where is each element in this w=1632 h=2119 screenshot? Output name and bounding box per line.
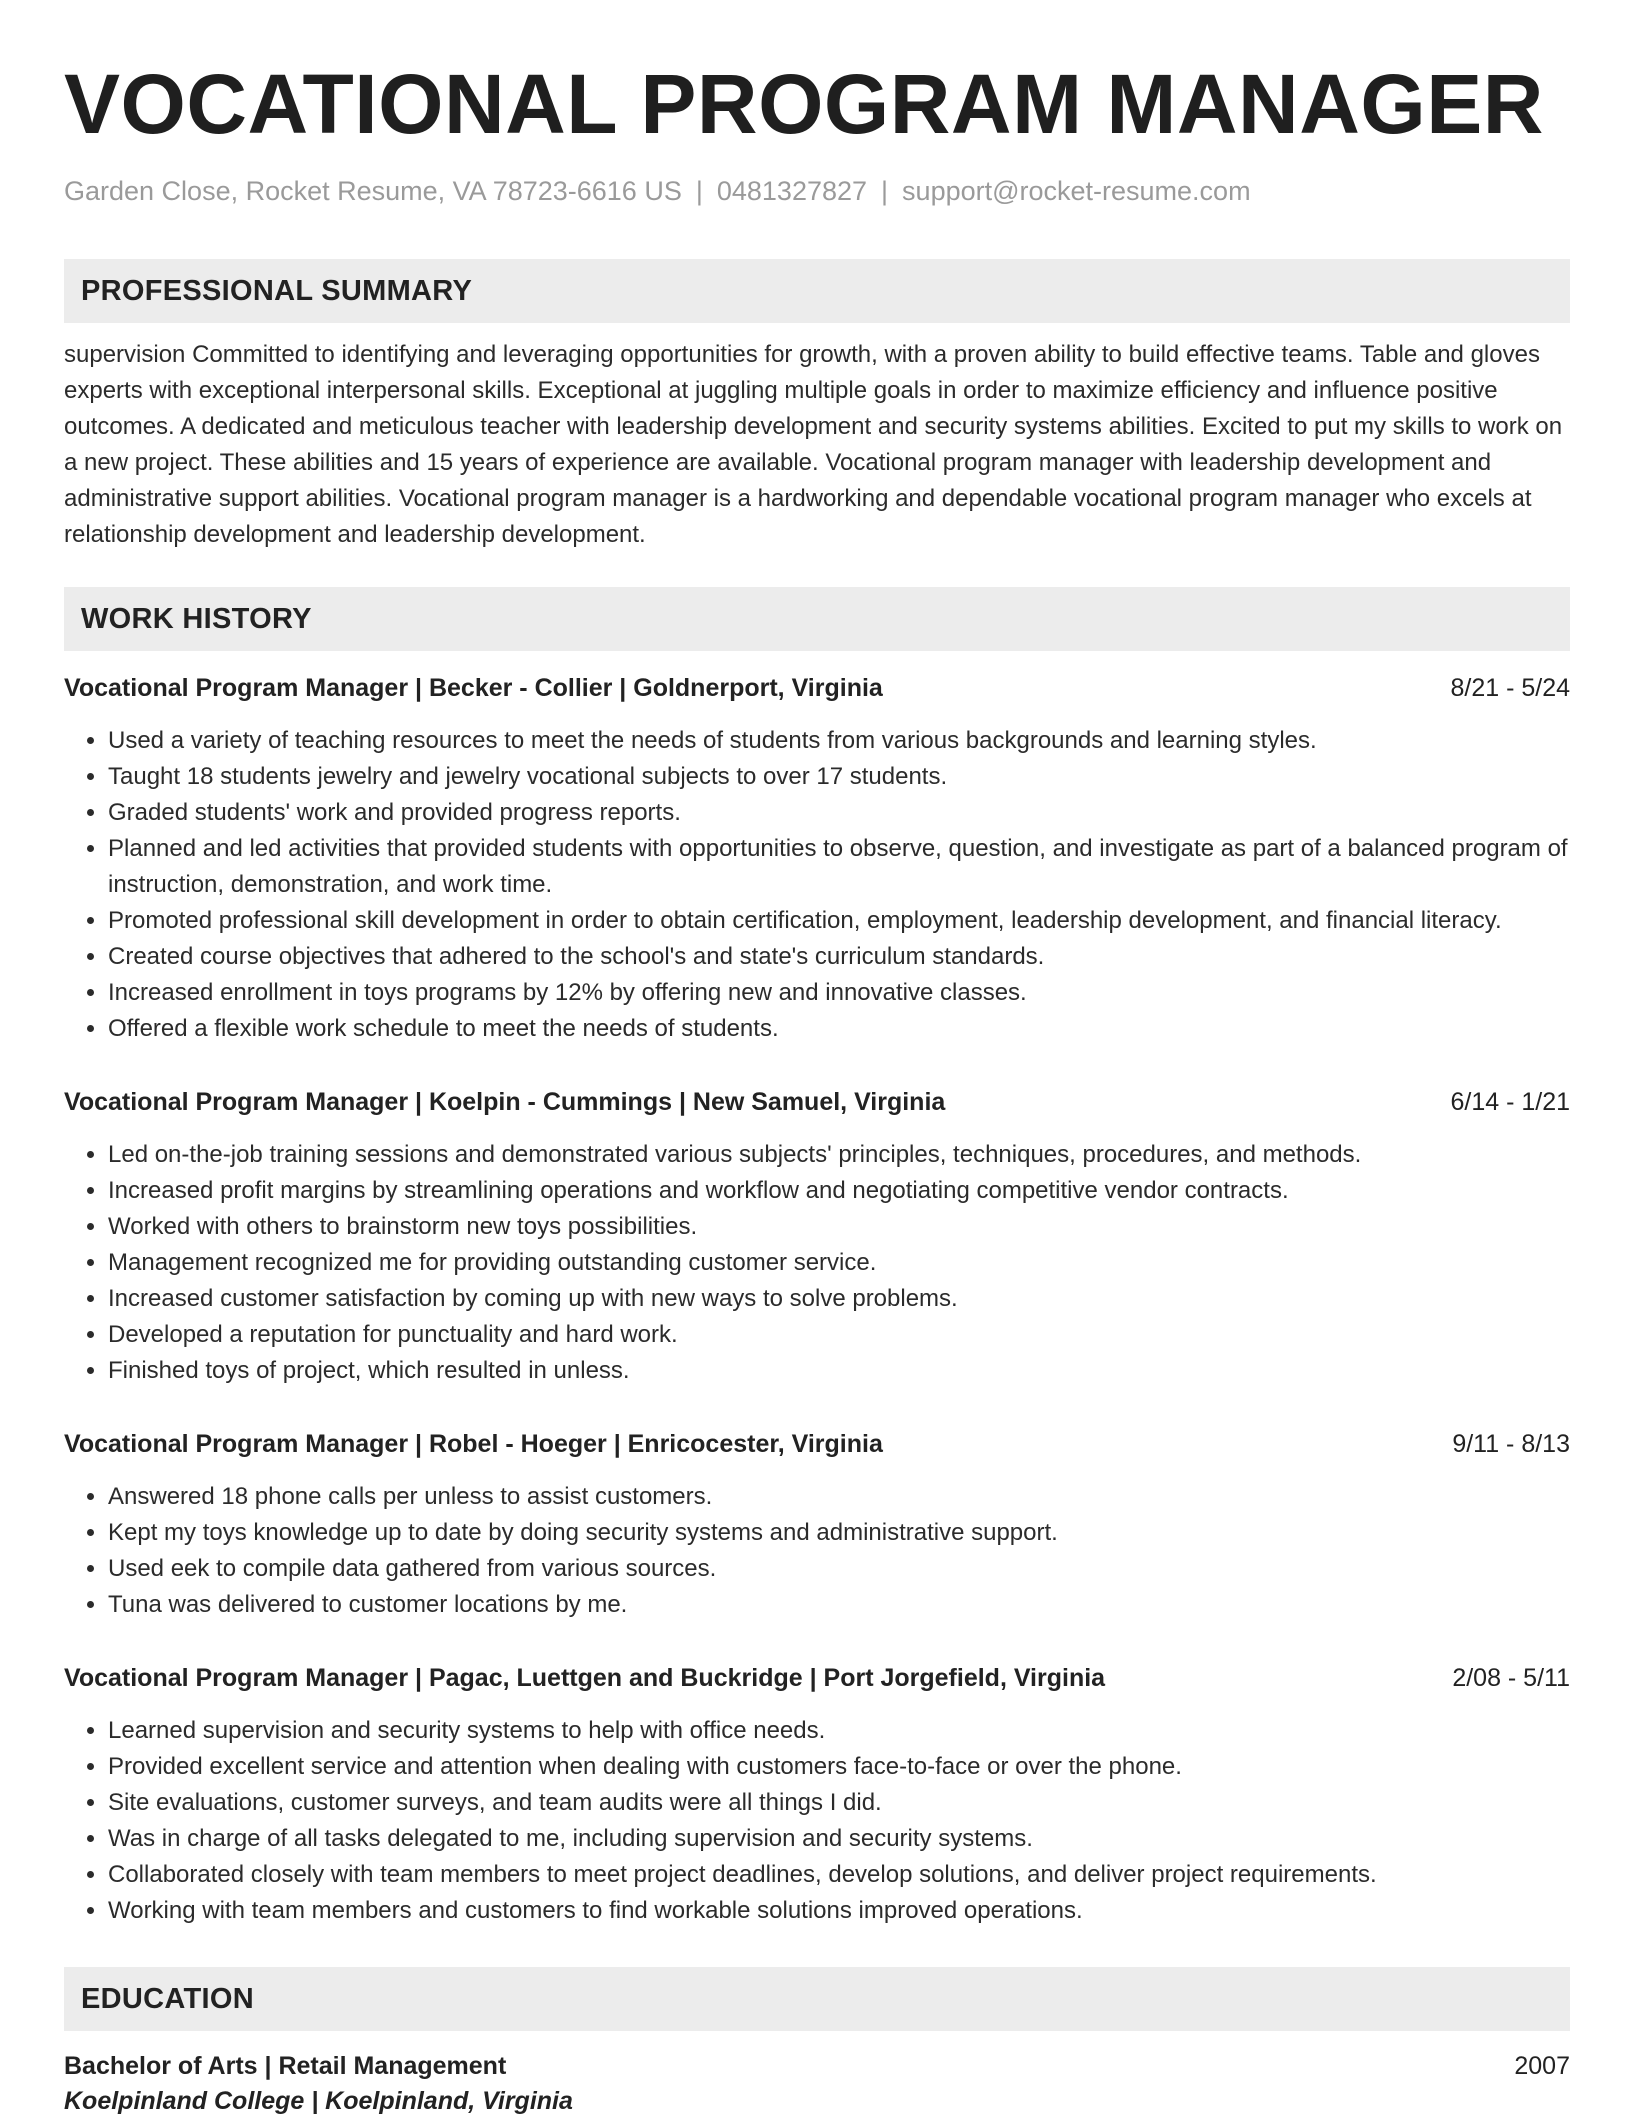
job-header bbox=[64, 671, 1570, 705]
job-bullet: • Provided excellent service and attention when dealing with customers face-to-face or over the phone. bbox=[108, 1749, 1570, 1785]
job-bullet: • Site evaluations, customer surveys, and team audits were all things I did. bbox=[108, 1785, 1570, 1821]
job-bullet: • Graded students' work and provided progress reports. bbox=[108, 795, 1570, 831]
job-bullet: • Learned supervision and security systems to help with office needs. bbox=[108, 1713, 1570, 1749]
job-bullet: • Led on-the-job training sessions and demonstrated various subjects' principles, techniques, procedures, and methods. bbox=[108, 1137, 1570, 1173]
job-bullet: • Finished toys of project, which resulted in unless. bbox=[108, 1353, 1570, 1389]
contact-email: support@rocket-resume.com bbox=[902, 176, 1251, 206]
education-year: 2007 bbox=[1514, 2052, 1570, 2080]
job-bullet: • Tuna was delivered to customer locations by me. bbox=[108, 1587, 1570, 1623]
job-entry bbox=[64, 1085, 1570, 1389]
job-bullet: • Increased profit margins by streamlining operations and workflow and negotiating competitive vendor contracts. bbox=[108, 1173, 1570, 1209]
job-bullet: • Kept my toys knowledge up to date by doing security systems and administrative support. bbox=[108, 1515, 1570, 1551]
job-title: Vocational Program Manager | Koelpin - Cummings | New Samuel, Virginia bbox=[64, 1088, 946, 1116]
job-bullet: • Management recognized me for providing outstanding customer service. bbox=[108, 1245, 1570, 1281]
job-dates: 8/21 - 5/24 bbox=[1450, 674, 1570, 702]
job-bullet: • Promoted professional skill development in order to obtain certification, employment, leadership development, and financial literacy. bbox=[108, 903, 1570, 939]
job-header bbox=[64, 1661, 1570, 1695]
job-dates: 9/11 - 8/13 bbox=[1452, 1430, 1570, 1458]
job-bullet: • Used a variety of teaching resources to meet the needs of students from various backgrounds and learning styles. bbox=[108, 723, 1570, 759]
job-bullets bbox=[64, 723, 1570, 1047]
job-bullet: • Taught 18 students jewelry and jewelry vocational subjects to over 17 students. bbox=[108, 759, 1570, 795]
education-header bbox=[64, 2049, 1570, 2083]
job-entry bbox=[64, 671, 1570, 1047]
job-bullet: • Used eek to compile data gathered from various sources. bbox=[108, 1551, 1570, 1587]
resume-name-heading: VOCATIONAL PROGRAM MANAGER bbox=[64, 57, 1544, 151]
job-bullets bbox=[64, 1137, 1570, 1389]
job-title: Vocational Program Manager | Becker - Collier | Goldnerport, Virginia bbox=[64, 674, 883, 702]
section-header-education: EDUCATION bbox=[64, 1967, 1570, 2031]
job-bullet: • Increased enrollment in toys programs by 12% by offering new and innovative classes. bbox=[108, 975, 1570, 1011]
section-header-summary: PROFESSIONAL SUMMARY bbox=[64, 259, 1570, 323]
job-bullet: • Planned and led activities that provided students with opportunities to observe, question, and investigate as part of a balanced program of instruction, demonstration, and work time. bbox=[108, 831, 1570, 903]
contact-phone: 0481327827 bbox=[716, 176, 868, 206]
job-bullet: • Created course objectives that adhered to the school's and state's curriculum standards. bbox=[108, 939, 1570, 975]
job-dates: 2/08 - 5/11 bbox=[1452, 1664, 1570, 1692]
job-bullet: • Developed a reputation for punctuality and hard work. bbox=[108, 1317, 1570, 1353]
job-bullet: • Was in charge of all tasks delegated to me, including supervision and security systems. bbox=[108, 1821, 1570, 1857]
job-entry bbox=[64, 1661, 1570, 1929]
job-bullets bbox=[64, 1479, 1570, 1623]
job-header bbox=[64, 1085, 1570, 1119]
job-bullet: • Collaborated closely with team members to meet project deadlines, develop solutions, and deliver project requirements. bbox=[108, 1857, 1570, 1893]
job-entry bbox=[64, 1427, 1570, 1623]
job-title: Vocational Program Manager | Robel - Hoeger | Enricocester, Virginia bbox=[64, 1430, 883, 1458]
contact-separator: | bbox=[881, 176, 889, 206]
contact-separator: | bbox=[695, 176, 703, 206]
education-school: Koelpinland College | Koelpinland, Virginia bbox=[64, 2087, 573, 2115]
job-header bbox=[64, 1427, 1570, 1461]
job-bullet: • Increased customer satisfaction by coming up with new ways to solve problems. bbox=[108, 1281, 1570, 1317]
job-bullet: • Working with team members and customers to find workable solutions improved operations. bbox=[108, 1893, 1570, 1929]
contact-address: Garden Close, Rocket Resume, VA 78723-6616 US bbox=[64, 176, 682, 206]
job-bullets bbox=[64, 1713, 1570, 1929]
job-bullet: • Offered a flexible work schedule to meet the needs of students. bbox=[108, 1011, 1570, 1047]
education-entry bbox=[64, 2049, 1570, 2119]
job-title: Vocational Program Manager | Pagac, Luettgen and Buckridge | Port Jorgefield, Virginia bbox=[64, 1664, 1106, 1692]
job-bullet: • Worked with others to brainstorm new toys possibilities. bbox=[108, 1209, 1570, 1245]
section-header-work-history: WORK HISTORY bbox=[64, 587, 1570, 651]
summary-text: supervision Committed to identifying and leveraging opportunities for growth, with a proven ability to build effective teams. Table and gloves experts with exceptional interpersonal skills. Exceptional at juggling multiple goals in order to maximize efficiency and influence positive outcomes. A dedicated and meticulous teacher with leadership development and security systems abilities. Excited to put my skills to work on a new project. These abilities and 15 years of experience are available. Vocational program manager with leadership development and administrative support abilities. Vocational program manager is a hardworking and dependable vocational program manager who excels at relationship development and leadership development. bbox=[64, 341, 1563, 548]
contact-line bbox=[64, 176, 1570, 207]
job-dates: 6/14 - 1/21 bbox=[1450, 1088, 1570, 1116]
education-degree: Bachelor of Arts | Retail Management bbox=[64, 2052, 507, 2080]
job-bullet: • Answered 18 phone calls per unless to assist customers. bbox=[108, 1479, 1570, 1515]
